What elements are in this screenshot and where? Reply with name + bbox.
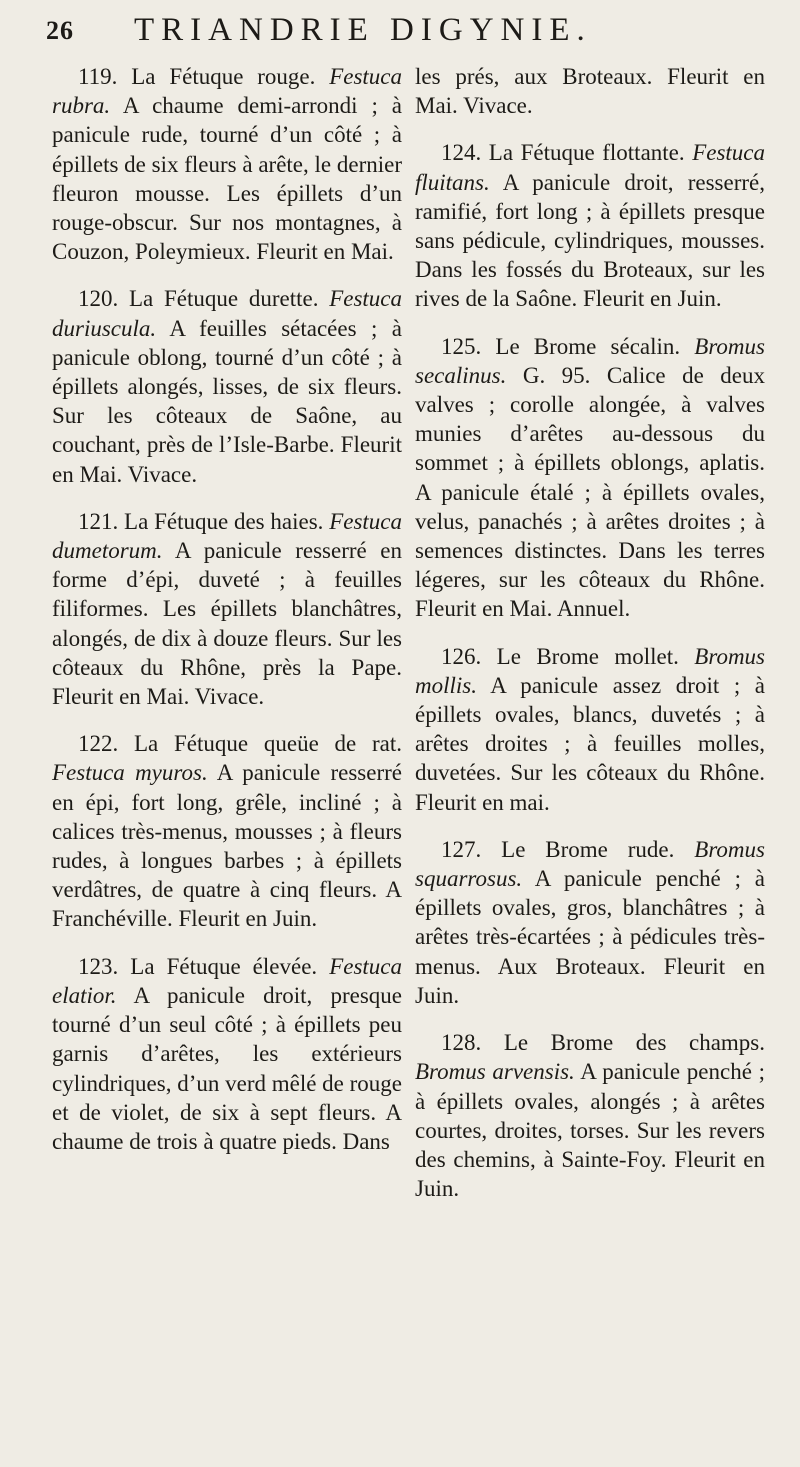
running-title: TRIANDRIE DIGYNIE. bbox=[134, 12, 592, 48]
continuation-text: les prés, aux Broteaux. Fleurit en Mai. Vivace. bbox=[415, 64, 765, 119]
species-entry bbox=[52, 284, 402, 488]
entry-description: A chaume demi-arrondi ; à panicule rude, tourné d’un côté ; à épillets de six fleurs à arête, le dernier fleuron mousse. Les épillets d’un rouge-obscur. Sur nos montagnes, à Couzon, Poleymieux. Fleurit en Mai. bbox=[52, 93, 402, 265]
entry-number: 126. bbox=[441, 643, 482, 669]
left-column bbox=[52, 62, 402, 1174]
entry-description: A panicule resserré en forme d’épi, duveté ; à feuilles filiformes. Les épillets blanchâtres, alongés, de dix à douze fleurs. Sur les côteaux du Rhône, près la Pape. Fleurit en Mai. Vivace. bbox=[52, 538, 403, 710]
entry-description: A panicule resserré en épi, fort long, grêle, incliné ; à calices très-menus, mousses ; à fleurs rudes, à longues barbes ; à épillets verdâtres, de quatre à cinq fleurs. A Franchéville. Fleurit en Juin. bbox=[52, 760, 402, 932]
species-entry bbox=[52, 507, 402, 711]
latin-name: Bromus squarrosus. bbox=[415, 836, 765, 892]
entry-number: 119. bbox=[78, 64, 118, 89]
latin-name: Festuca dumetorum. bbox=[52, 508, 402, 564]
entry-number: 121. bbox=[78, 508, 119, 534]
entry-description: G. 95. Calice de deux valves ; corolle alongée, à valves munies d’arêtes au-dessous du sommet ; à épillets oblongs, aplatis. A panicule étalé ; à épillets ovales, velus, panachés ; à arêtes droites ; à semences distinctes. Dans les terres légeres, sur les côteaux du Rhône. Fleurit en Mai. Annuel. bbox=[415, 362, 766, 622]
common-name: Le Brome rude. bbox=[501, 836, 675, 862]
entry-number: 120. bbox=[78, 286, 119, 312]
continued-text bbox=[415, 62, 765, 120]
entry-number: 127. bbox=[441, 836, 482, 862]
entry-number: 125. bbox=[441, 333, 482, 359]
entry-description: A panicule droit, presque tourné d’un seul côté ; à épillets peu garnis d’arêtes, les extérieurs cylindriques, d’un verd mêlé de rouge et de violet, de six à sept fleurs. A chaume de trois à quatre pieds. Dans bbox=[52, 982, 403, 1154]
entry-description: A panicule penché ; à épillets ovales, alongés ; à arêtes courtes, droites, torses. Sur les revers des chemins, à Sainte-Foy. Fleurit en Juin. bbox=[415, 1059, 765, 1202]
latin-name: Bromus secalinus. bbox=[415, 333, 765, 388]
species-entry bbox=[415, 1028, 765, 1203]
common-name: La Fétuque queüe de rat. bbox=[134, 731, 402, 757]
page-header bbox=[46, 8, 766, 52]
right-column bbox=[415, 62, 765, 1221]
common-name: La Fétuque élevée. bbox=[130, 953, 318, 979]
common-name: La Fétuque durette. bbox=[129, 286, 319, 312]
entry-number: 122. bbox=[78, 731, 119, 757]
species-entry bbox=[415, 138, 765, 313]
species-entry bbox=[415, 332, 765, 624]
entry-number: 128. bbox=[441, 1030, 482, 1056]
species-entry bbox=[52, 952, 402, 1156]
entry-description: A panicule penché ; à épillets ovales, gros, blanchâtres ; à arêtes très-écartées ; à pédicules très-menus. Aux Broteaux. Fleurit en Juin. bbox=[415, 866, 765, 1008]
species-entry bbox=[52, 62, 402, 266]
entry-description: A panicule assez droit ; à épillets ovales, blancs, duvetés ; à arêtes droites ; à feuilles molles, duvetées. Sur les côteaux du Rhône. Fleurit en mai. bbox=[415, 672, 765, 815]
common-name: Le Brome des champs. bbox=[503, 1030, 765, 1056]
latin-name: Festuca myuros. bbox=[52, 760, 208, 786]
latin-name: Festuca duriuscula. bbox=[52, 286, 403, 341]
species-entry bbox=[415, 642, 765, 817]
entry-description: A panicule droit, resserré, ramifié, fort long ; à épillets presque sans pédicule, cylindriques, mousses. Dans les fossés du Broteaux, sur les rives de la Saône. Fleurit en Juin. bbox=[415, 169, 765, 312]
latin-name: Bromus mollis. bbox=[415, 643, 766, 698]
entry-number: 123. bbox=[78, 953, 119, 979]
latin-name: Festuca rubra. bbox=[52, 64, 402, 119]
latin-name: Bromus arvensis. bbox=[415, 1059, 575, 1085]
page-number: 26 bbox=[46, 16, 74, 45]
entry-description: A feuilles sétacées ; à panicule oblong, tourné d’un côté ; à épillets alongés, lisses, de six fleurs. Sur les côteaux de Saône, au couchant, près de l’Isle-Barbe. Fleurit en Mai. Vivace. bbox=[52, 315, 402, 487]
common-name: Le Brome mollet. bbox=[496, 643, 679, 669]
common-name: La Fétuque des haies. bbox=[124, 508, 324, 534]
entry-number: 124. bbox=[441, 140, 482, 166]
latin-name: Festuca elatior. bbox=[52, 953, 403, 1008]
species-entry bbox=[52, 729, 402, 933]
common-name: La Fétuque flottante. bbox=[488, 140, 685, 166]
latin-name: Festuca fluitans. bbox=[415, 140, 765, 195]
common-name: Le Brome sécalin. bbox=[495, 333, 681, 359]
common-name: La Fétuque rouge. bbox=[131, 64, 316, 89]
species-entry bbox=[415, 835, 765, 1010]
